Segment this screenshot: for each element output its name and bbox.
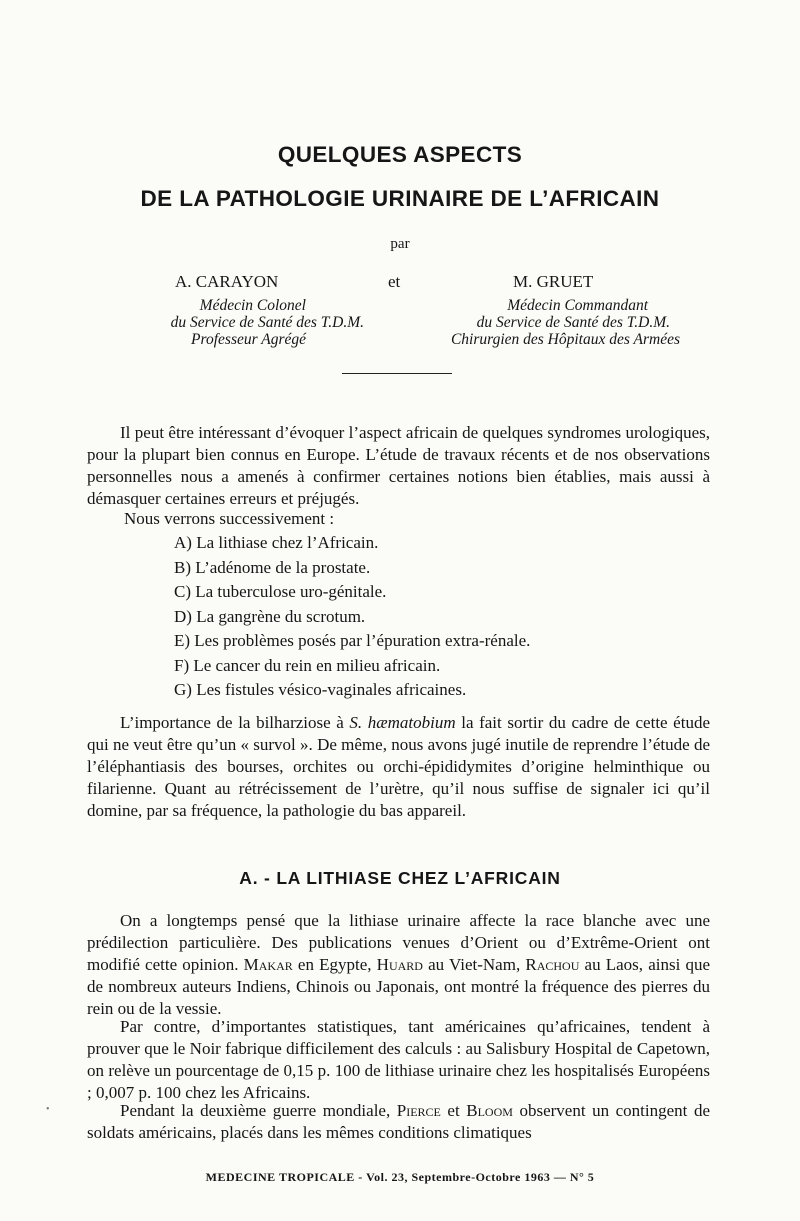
author-2-title: Médecin Commandant xyxy=(507,297,648,314)
list-item: D) La gangrène du scrotum. xyxy=(174,606,366,626)
section-title: LA LITHIASE CHEZ L’AFRICAIN xyxy=(276,868,561,888)
margin-speck: • xyxy=(46,1104,50,1115)
author-1-rank: Professeur Agrégé xyxy=(191,331,306,348)
intro-paragraph: Il peut être intéressant d’évoquer l’aspect africain de quelques syndromes urologiques, pour la plupart bien connus en Europe. L’étude de travaux récents et de nos observations personnelles nous a amenés à confirmer certaines notions bien établies, mais aussi à démasquer certaines erreurs et préjugés. xyxy=(87,423,710,508)
author-2-position: Chirurgien des Hôpitaux des Armées xyxy=(450,331,680,348)
author-1-name: A. CARAYON xyxy=(175,272,279,291)
list-item: F) Le cancer du rein en milieu africain. xyxy=(174,655,441,675)
section-prefix: A. - xyxy=(239,868,277,888)
text-run: la fait sortir du cadre de cette étude qui ne veut être qu’un « survol ». De même, nous avons jugé inutile de reprendre l’étude de l’éléphantiasis des bourses, orchites ou orchi-épididymites d’origine helminthique ou filarienne. Quant au rétrécissement de l’urètre, qu’il nous suffise de signaler ici qu’il domine, par sa fréquence, la pathologie du bas appareil. xyxy=(87,713,711,820)
section-a-paragraph-1 xyxy=(87,910,710,1020)
by-line: par xyxy=(390,236,410,252)
topic-list xyxy=(174,531,530,703)
author-name: Rachou xyxy=(525,955,580,974)
list-item: B) L’adénome de la prostate. xyxy=(174,557,371,577)
author-1-service: du Service de Santé des T.D.M. xyxy=(170,314,364,331)
author-name: Makar xyxy=(243,955,293,974)
article-title-line-2: DE LA PATHOLOGIE URINAIRE DE L’AFRICAIN xyxy=(140,186,660,211)
text-run: L’importance de la bilharziose à xyxy=(120,713,350,732)
author-2-service: du Service de Santé des T.D.M. xyxy=(476,314,670,331)
author-1-title: Médecin Colonel xyxy=(199,297,306,314)
separator-rule xyxy=(342,373,452,374)
author-name: Huard xyxy=(376,955,423,974)
text-run: en Egypte, xyxy=(292,955,377,974)
author-name: Pierce xyxy=(396,1101,441,1120)
intro-lead-in: Nous verrons successivement : xyxy=(124,509,335,528)
section-heading xyxy=(0,868,800,889)
author-conjunction: et xyxy=(388,272,401,291)
text-run: et xyxy=(440,1101,467,1120)
species-name: S. hæmatobium xyxy=(349,713,456,732)
text-run: observent un contingent de soldats américains, placés dans les mêmes conditions climatiques xyxy=(87,1101,710,1142)
author-1-affiliation xyxy=(114,297,364,348)
text-run: On a longtemps pensé que la lithiase urinaire affecte la race blanche avec une prédilection particulière. Des publications venues d’Orient ou d’Extrême-Orient ont modifié cette opinion. xyxy=(87,911,710,974)
list-item: C) La tuberculose uro-génitale. xyxy=(174,582,387,601)
list-item: G) Les fistules vésico-vaginales africaines. xyxy=(174,680,467,699)
text-run: Pendant la deuxième guerre mondiale, xyxy=(120,1101,397,1120)
text-run: au Laos, ainsi que de nombreux auteurs Indiens, Chinois ou Japonais, ont montré la fréquence des pierres du rein ou de la vessie. xyxy=(87,955,711,1018)
list-item: E) Les problèmes posés par l’épuration extra-rénale. xyxy=(174,631,531,650)
author-2-name: M. GRUET xyxy=(513,272,594,291)
author-2-affiliation xyxy=(420,297,680,348)
text-run: au Viet-Nam, xyxy=(422,955,526,974)
journal-footer: MEDECINE TROPICALE - Vol. 23, Septembre-Octobre 1963 — N° 5 xyxy=(205,1170,595,1184)
section-a-paragraph-2: Par contre, d’importantes statistiques, tant américaines qu’africaines, tendent à prouver que le Noir fabrique difficilement des calculs : au Salisbury Hospital de Capetown, on relève un pourcentage de 0,15 p. 100 de lithiase urinaire chez les hospitalisés Européens ; 0,007 p. 100 chez les Africains. xyxy=(87,1017,710,1102)
author-name: Bloom xyxy=(466,1101,513,1120)
section-a-paragraph-3 xyxy=(87,1100,710,1144)
article-title-line-1: QUELQUES ASPECTS xyxy=(277,142,523,167)
list-item: A) La lithiase chez l’Africain. xyxy=(174,533,379,552)
bilharziose-paragraph xyxy=(87,712,710,822)
